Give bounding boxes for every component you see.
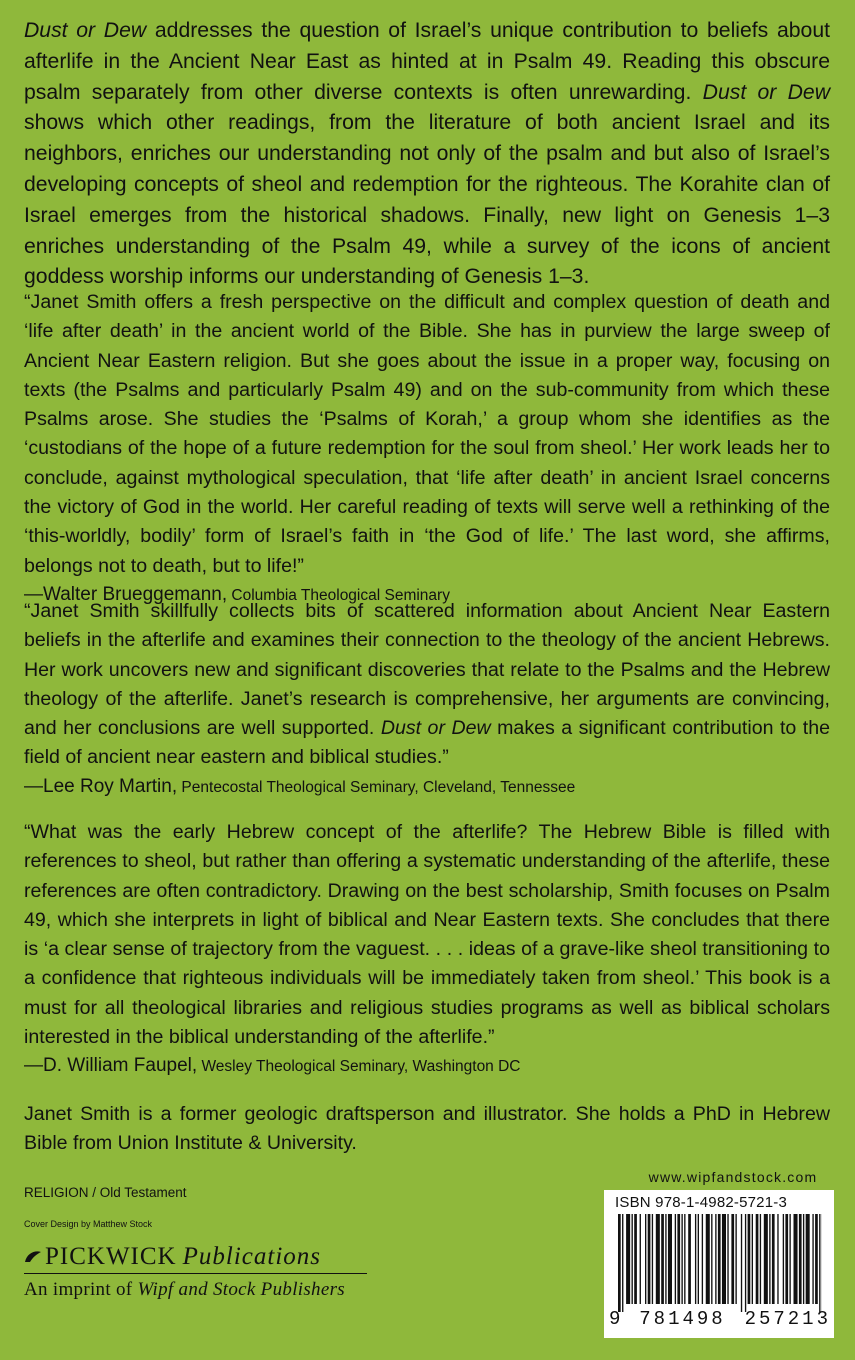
barcode-bar [706,1214,710,1304]
endorsement-quote-before: “Janet Smith skillfully collects bits of scattered information about Ancient Near Eastern beliefs in the afterlife and examines their connection to the theology of the ancient Hebrews. Her work uncovers new and significant discoveries that relate to the Psalms and the Hebrew theology of the afterlife. Janet’s research is comprehensive, her arguments are convincing, and her conclusions are well supported. [24,600,830,740]
isbn-label: ISBN 978-1-4982-5721-3 [615,1194,788,1211]
barcode-bar [760,1214,761,1304]
endorsement-brueggemann [24,288,830,610]
barcode-bar [812,1214,813,1304]
endorsement-quote-after: makes a significant contribution to the field of ancient near eastern and biblical studies.” [24,717,831,769]
barcode-bar [634,1214,637,1304]
endorsement-quote-title: Dust or Dew [380,717,491,740]
barcode-bar [688,1214,691,1304]
barcode-bar [783,1214,784,1304]
barcode-bar [722,1214,726,1304]
description-text-1: addresses the question of Israel’s unique contribution to beliefs about afterlife in the Ancient Near East as hinted at in Psalm 49. Reading this obscure psalm separately from other diverse contexts is often unrewarding. [24,19,830,104]
barcode-bar [684,1214,685,1304]
endorser-affiliation: Pentecostal Theological Seminary, Cleveland, Tennessee [177,778,576,796]
barcode-bar [731,1214,734,1304]
isbn-barcode [604,1190,834,1338]
barcode-bar [645,1214,646,1304]
barcode-bar [799,1214,802,1304]
barcode-bar [819,1214,820,1312]
barcode-bars [618,1214,822,1312]
barcode-bar [715,1214,716,1304]
description-title: Dust or Dew [24,19,147,42]
endorsement-quote: “Janet Smith offers a fresh perspective on the difficult and complex question of death and ‘life after death’ in the ancient world of the Bible. She has in purview the large sweep of Ancient Near Eastern religion. But she goes about the issue in a proper way, focusing on texts (the Psalms and particularly Psalm 49) and on the sub-community from which these Psalms arose. She studies the ‘Psalms of Korah,’ a group whom she identifies as the ‘custodians of the hope of a future redemption for the soul from sheol.’ Her work leads her to conclude, against mythological speculation, that ‘life after death’ in ancient Israel concerns the victory of God in the world. Her careful reading of texts will serve well a rethinking of the ‘this-worldly, bodily’ form of Israel’s faith in ‘the God of life.’ The last word, she affirms, belongs not to death, but to life!” [24,291,830,577]
barcode-bar [789,1214,790,1304]
barcode-bar [652,1214,653,1304]
barcode-bar [745,1214,746,1312]
barcode-bar [764,1214,768,1304]
barcode-bar [772,1214,775,1304]
endorser-name: —Lee Roy Martin, [24,775,178,797]
barcode-bar [735,1214,736,1304]
endorser-name: —D. William Faupel, [24,1055,198,1077]
publisher-logo [24,1243,367,1301]
barcode-bar [803,1214,804,1304]
description-title-repeat: Dust or Dew [702,80,831,104]
barcode-bar [668,1214,672,1304]
endorsement-martin [24,597,830,802]
author-bio [24,1100,830,1159]
publisher-name: PICKWICK [45,1243,177,1270]
barcode-bar [702,1214,703,1304]
barcode-bar [695,1214,696,1304]
barcode-bar [756,1214,759,1304]
barcode-digit-lead: 9 [609,1308,621,1330]
category-label: RELIGION / Old Testament [24,1185,187,1200]
barcode-bar [677,1214,680,1304]
barcode-bar [640,1214,641,1304]
barcode-bar [769,1214,770,1304]
barcode-bar [815,1214,818,1304]
barcode-bar [806,1214,810,1304]
barcode-bar [665,1214,666,1304]
endorsement-faupel [24,818,830,1081]
barcode-bar [698,1214,699,1304]
book-description [24,16,830,293]
barcode-digit-group-right: 257213 [744,1308,831,1330]
barcode-bar [794,1214,798,1304]
imprint-prefix: An imprint of [24,1279,138,1300]
barcode-bar [748,1214,751,1304]
description-text-2: shows which other readings, from the literature of both ancient Israel and its neighbors, enriches our understanding not only of the psalm and but also of Israel’s developing concepts of sheol and redemption for the righteous. The Korahite clan of Israel emerges from the historical shadows. Finally, new light on Genesis 1–3 enriches understanding of the Psalm 49, while a survey of the icons of ancient goddess worship informs our understanding of Genesis 1–3. [24,111,830,289]
endorser-affiliation: Wesley Theological Seminary, Washington DC [197,1058,521,1076]
barcode-digit-group-left: 781498 [639,1308,726,1330]
barcode-bar [632,1214,633,1304]
barcode-bar [675,1214,676,1304]
barcode-bar [741,1214,742,1312]
barcode-bar [752,1214,753,1304]
barcode-bar [648,1214,651,1304]
author-bio-text: Janet Smith is a former geologic draftsperson and illustrator. She holds a PhD in Hebrew Bible from Union Institute & University. [24,1103,830,1155]
barcode-bar [727,1214,728,1304]
barcode-digits [609,1308,831,1330]
leaf-icon [24,1250,42,1264]
endorser-affiliation: Columbia Theological Seminary [227,586,450,604]
endorser-name: —Walter Brueggemann, [24,583,228,605]
barcode-bar [661,1214,664,1304]
barcode-bar [785,1214,788,1304]
barcode-bar [777,1214,778,1304]
barcode-bar [711,1214,712,1304]
barcode-bar [656,1214,660,1304]
barcode-bar [626,1214,630,1304]
barcode-bar [718,1214,721,1304]
endorsement-quote: “What was the early Hebrew concept of the afterlife? The Hebrew Bible is filled with references to sheol, but rather than offering a systematic understanding of the afterlife, these references are often contradictory. Drawing on the best scholarship, Smith focuses on Psalm 49, which she interprets in light of biblical and Near Eastern texts. She concludes that there is ‘a clear sense of trajectory from the vaguest. . . . ideas of a grave-like sheol transitioning to a confidence that righteous individuals will be immediately taken from sheol.’ This book is a must for all theological libraries and religious studies programs as well as biblical scholars interested in the biblical understanding of the afterlife.” [24,821,830,1049]
barcode-bar [618,1214,621,1312]
cover-credit: Cover Design by Matthew Stock [24,1219,153,1229]
publisher-website: www.wipfandstock.com [648,1169,818,1185]
imprint-name: Wipf and Stock Publishers [137,1279,345,1300]
publisher-name-italic: Publications [182,1243,321,1270]
barcode-bar [681,1214,682,1304]
barcode-bar [622,1214,623,1312]
